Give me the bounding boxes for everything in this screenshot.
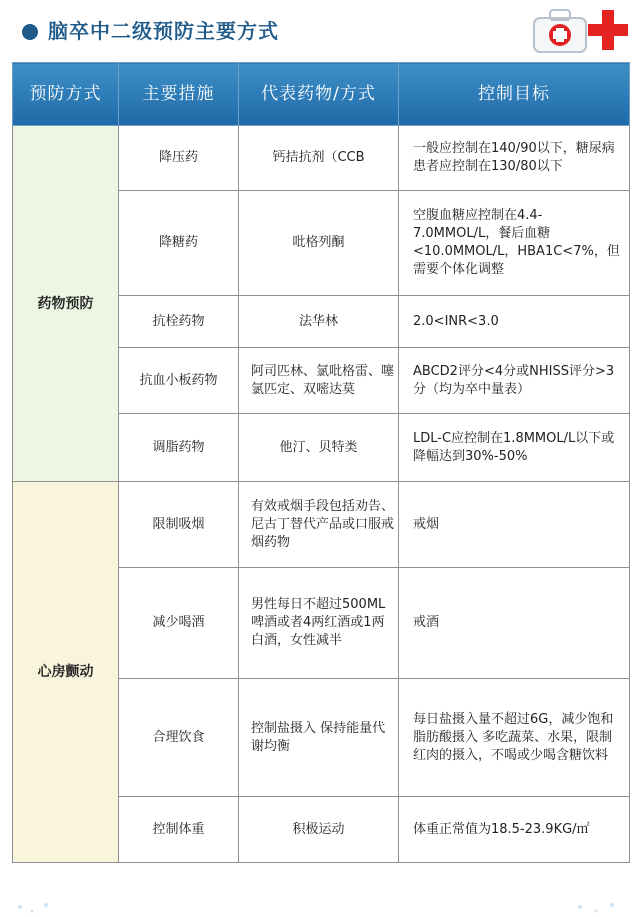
category-cell: 药物预防 <box>13 126 119 482</box>
goal-cell: 空腹血糖应控制在4.4-7.0MMOL/L，餐后血糖<10.0MMOL/L，HBA1C<7%，但需要个体化调整 <box>399 191 630 296</box>
page-title: 脑卒中二级预防主要方式 <box>48 19 279 43</box>
drug-cell: 有效戒烟手段包括劝告、尼古丁替代产品或口服戒烟药物 <box>239 482 399 568</box>
table-header-row <box>13 63 630 126</box>
drug-cell: 积极运动 <box>239 797 399 863</box>
measure-cell: 降压药 <box>119 126 239 191</box>
measure-cell: 抗血小板药物 <box>119 348 239 414</box>
drug-cell: 钙拮抗剂（CCB <box>239 126 399 191</box>
measure-cell: 降糖药 <box>119 191 239 296</box>
goal-cell: 戒烟 <box>399 482 630 568</box>
measure-cell: 抗栓药物 <box>119 296 239 348</box>
goal-cell: 一般应控制在140/90以下，糖尿病患者应控制在130/80以下 <box>399 126 630 191</box>
measure-cell: 限制吸烟 <box>119 482 239 568</box>
drug-cell: 法华林 <box>239 296 399 348</box>
prevention-table <box>12 62 630 863</box>
goal-cell: ABCD2评分<4分或NHISS评分>3分（均为卒中量表） <box>399 348 630 414</box>
column-header: 代表药物/方式 <box>239 63 399 126</box>
table-row <box>13 126 630 191</box>
drug-cell: 控制盐摄入 保持能量代谢均衡 <box>239 679 399 797</box>
first-aid-kit-icon <box>530 4 630 56</box>
circle-bullet-icon <box>22 24 38 40</box>
category-cell: 心房颤动 <box>13 482 119 863</box>
table-row <box>13 482 630 568</box>
drug-cell: 吡格列酮 <box>239 191 399 296</box>
measure-cell: 合理饮食 <box>119 679 239 797</box>
column-header: 预防方式 <box>13 63 119 126</box>
measure-cell: 调脂药物 <box>119 414 239 482</box>
goal-cell: LDL-C应控制在1.8MMOL/L以下或降幅达到30%-50% <box>399 414 630 482</box>
drug-cell: 阿司匹林、氯吡格雷、噻氯匹定、双嘧达莫 <box>239 348 399 414</box>
goal-cell: 2.0<INR<3.0 <box>399 296 630 348</box>
measure-cell: 减少喝酒 <box>119 568 239 679</box>
drug-cell: 他汀、贝特类 <box>239 414 399 482</box>
drug-cell: 男性每日不超过500ML啤酒或者4两红酒或1两白酒，女性减半 <box>239 568 399 679</box>
decorative-dots <box>0 877 640 917</box>
goal-cell: 体重正常值为18.5-23.9KG/㎡ <box>399 797 630 863</box>
column-header: 控制目标 <box>399 63 630 126</box>
measure-cell: 控制体重 <box>119 797 239 863</box>
goal-cell: 戒酒 <box>399 568 630 679</box>
goal-cell: 每日盐摄入量不超过6G，减少饱和脂肪酸摄入 多吃蔬菜、水果，限制红肉的摄入，不喝或少喝含糖饮料 <box>399 679 630 797</box>
column-header: 主要措施 <box>119 63 239 126</box>
page-header <box>0 0 640 62</box>
